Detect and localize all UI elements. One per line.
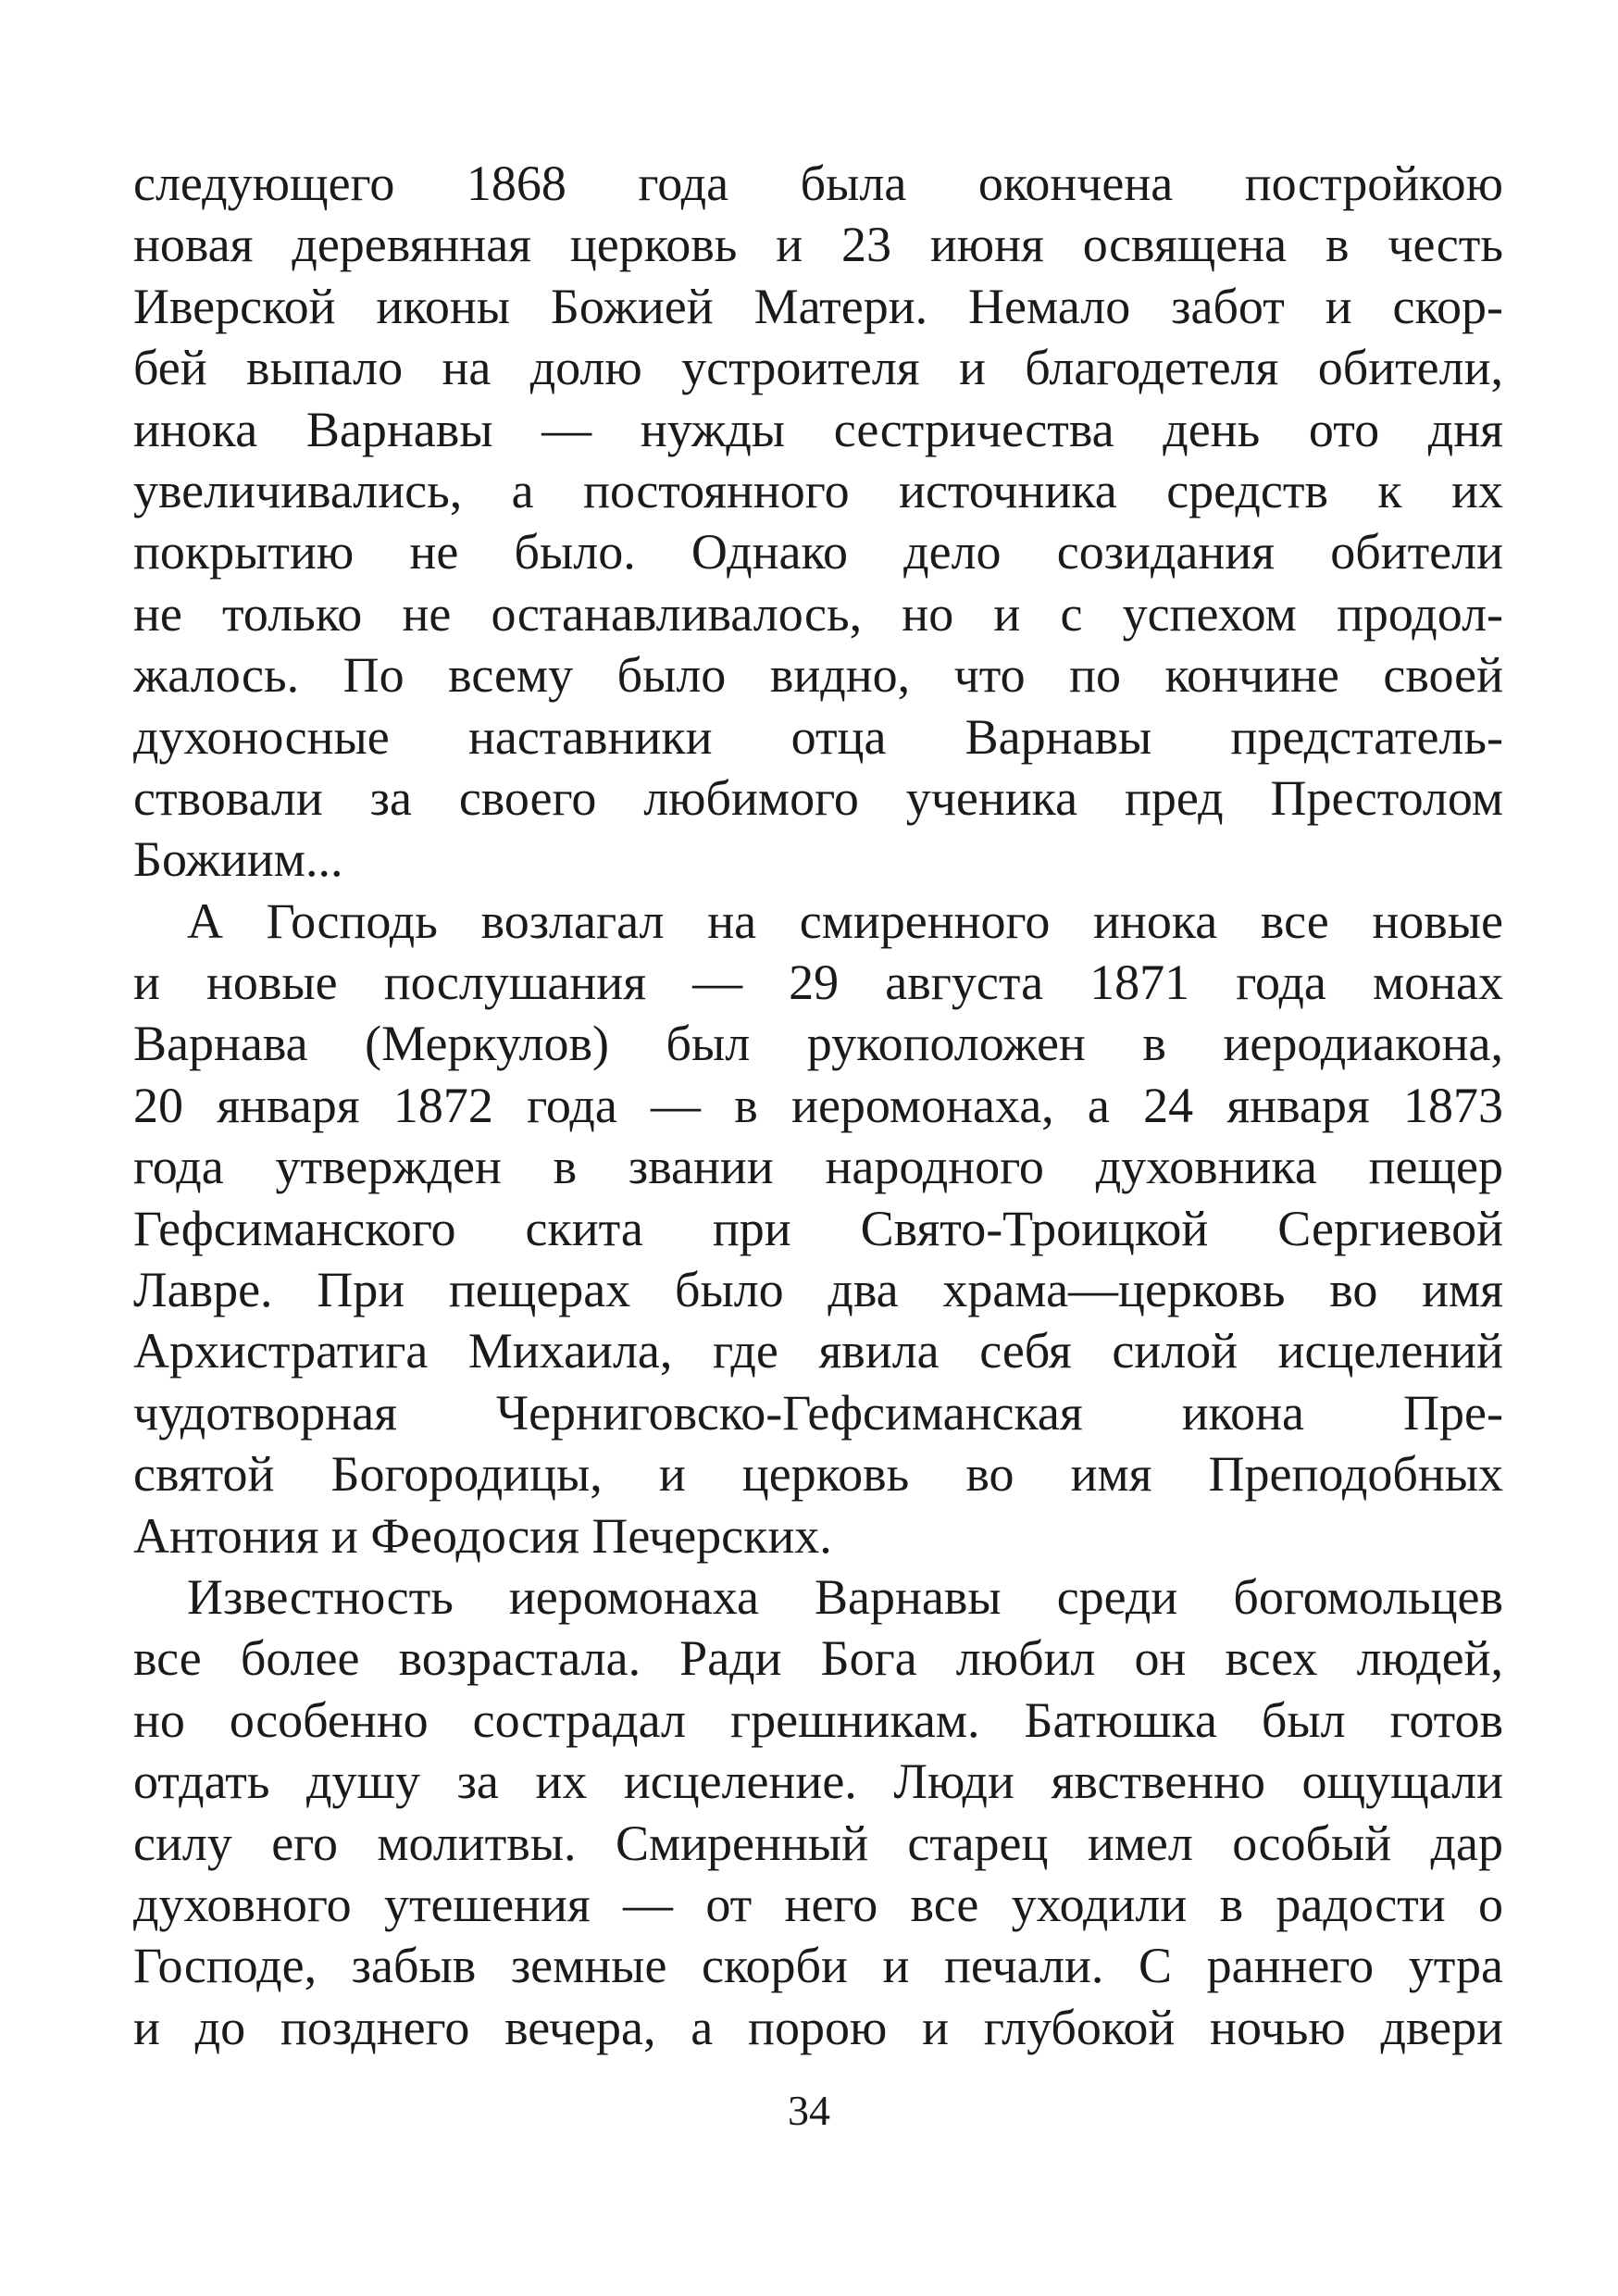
text-line: Варнава (Меркулов) был рукоположен в иеродиакона, [133, 1016, 1503, 1072]
text-line: А Господь возлагал на смиренного инока все новые [187, 892, 1503, 949]
text-line: следующего 1868 года была окончена постройкою [133, 156, 1503, 211]
text-line: отдать душу за их исцеление. Люди явственно ощущали [133, 1753, 1503, 1810]
text-line: но особенно сострадал грешникам. Батюшка был готов [133, 1691, 1503, 1748]
text-line: новая деревянная церковь и 23 июня освящена в честь [133, 217, 1503, 273]
text-line: и до позднего вечера, а порою и глубокой ночью двери [133, 1999, 1503, 2055]
text-line: Господе, забыв земные скорби и печали. С раннего утра [133, 1938, 1503, 1994]
paragraph-2 [133, 891, 1503, 1566]
text-line: Антония и Феодосия Печерских. [133, 1507, 832, 1564]
text-line: бей выпало на долю устроителя и благодетеля обители, [133, 340, 1503, 396]
text-line: Гефсиманского скита при Свято-Троицкой Сергиевой [133, 1200, 1503, 1256]
text-line: Известность иеромонаха Варнавы среди богомольцев [187, 1568, 1503, 1625]
text-line: духоносные наставники отца Варнавы предстатель- [133, 708, 1503, 765]
page-number: 34 [788, 2087, 830, 2134]
paragraph-1 [133, 153, 1503, 891]
text-line: чудотворная Черниговско-Гефсиманская икона Пре- [133, 1384, 1503, 1441]
text-line: силу его молитвы. Смиренный старец имел особый дар [133, 1815, 1503, 1871]
text-line: 20 января 1872 года — в иеромонаха, а 24 января 1873 [133, 1077, 1503, 1133]
text-line: жалось. По всему было видно, что по кончине своей [133, 647, 1503, 704]
text-line: инока Варнавы — нужды сестричества день ото дня [133, 401, 1503, 457]
text-line: увеличивались, а постоянного источника средств к их [133, 462, 1503, 518]
text-line: все более возрастала. Ради Бога любил он всех людей, [133, 1630, 1503, 1687]
text-line: святой Богородицы, и церковь во имя Преподобных [133, 1446, 1503, 1503]
text-line: не только не останавливалось, но и с успехом продол- [133, 585, 1503, 642]
text-line: и новые послушания — 29 августа 1871 года монах [133, 955, 1503, 1011]
text-line: ствовали за своего любимого ученика пред Престолом [133, 769, 1503, 826]
body-text [133, 153, 1503, 2058]
text-line: покрытию не было. Однако дело созидания обители [133, 524, 1503, 580]
text-line: Архистратига Михаила, где явила себя силой исцелений [133, 1323, 1503, 1379]
text-line: Божиим... [133, 831, 343, 888]
paragraph-3 [133, 1566, 1503, 2058]
text-line: года утвержден в звании народного духовника пещер [133, 1139, 1503, 1195]
text-line: Иверской иконы Божией Матери. Немало забот и скор- [133, 278, 1503, 334]
text-line: духовного утешения — от него все уходили в радости о [133, 1876, 1503, 1932]
text-line: Лавре. При пещерах было два храма—церковь во имя [133, 1262, 1503, 1318]
